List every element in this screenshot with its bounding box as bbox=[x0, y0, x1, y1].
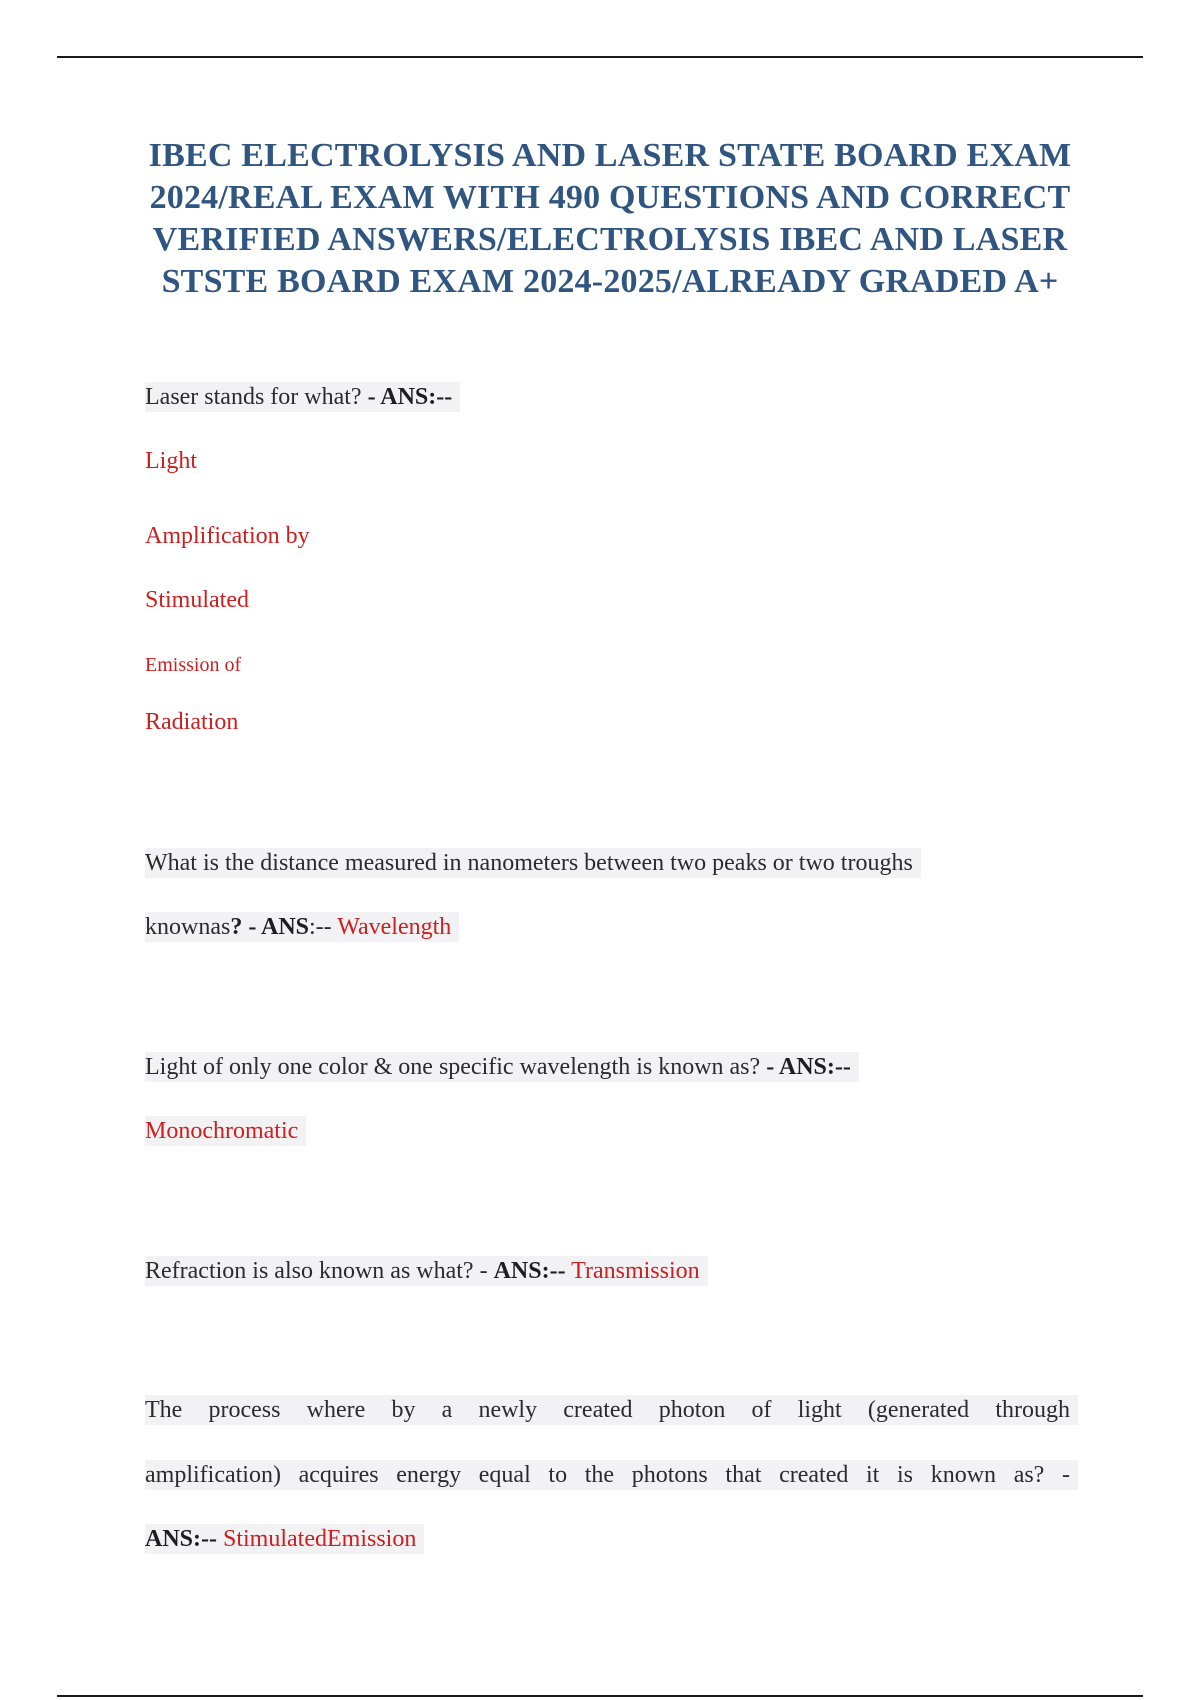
footer-rule bbox=[57, 1695, 1143, 1697]
answer-1-line-5: Radiation bbox=[145, 709, 239, 735]
question-5-line-2 bbox=[145, 1460, 1078, 1490]
question-2-text-2: knownas bbox=[145, 914, 231, 940]
question-5-line-3 bbox=[145, 1524, 424, 1554]
question-2-ans-suffix: :-- bbox=[309, 914, 338, 940]
answer-1-line-4: Emission of bbox=[145, 654, 242, 676]
answer-1-line-3: Stimulated bbox=[145, 587, 249, 613]
document-title: IBEC ELECTROLYSIS AND LASER STATE BOARD EXAM 2024/REAL EXAM WITH 490 QUESTIONS AND CORRECT VERIFIED ANSWERS/ELECTROLYSIS IBEC AND LASER STSTE BOARD EXAM 2024-2025/ALREADY GRADED A+ bbox=[148, 137, 1072, 300]
question-2-ans-marker: ? - ANS bbox=[230, 914, 310, 940]
question-4-text: Refraction is also known as what? - bbox=[145, 1258, 494, 1284]
answer-3 bbox=[145, 1116, 306, 1146]
answer-2: Wavelength bbox=[337, 914, 452, 940]
question-2-text-1: What is the distance measured in nanometers between two peaks or two troughs bbox=[145, 848, 921, 878]
answer-4: Transmission bbox=[571, 1258, 700, 1284]
question-1-text: Laser stands for what? bbox=[145, 384, 368, 410]
answer-5: StimulatedEmission bbox=[223, 1526, 417, 1552]
question-4 bbox=[145, 1256, 708, 1286]
question-4-ans-marker: ANS:-- bbox=[493, 1258, 566, 1284]
question-3-text: Light of only one color & one specific wavelength is known as? bbox=[145, 1054, 767, 1080]
question-1-ans-marker: - ANS:-- bbox=[367, 384, 453, 410]
question-5-text-1: The process where by a newly created photon of light (generated through bbox=[145, 1395, 1078, 1425]
question-5-text-2: amplification) acquires energy equal to the photons that created it is known as? - bbox=[145, 1460, 1078, 1490]
header-rule bbox=[57, 56, 1143, 58]
question-2-line-2 bbox=[145, 912, 459, 942]
answer-3-text: Monochromatic bbox=[145, 1116, 306, 1146]
question-5-line-1 bbox=[145, 1395, 1078, 1425]
question-5-ans-marker: ANS:-- bbox=[145, 1526, 217, 1552]
question-1 bbox=[145, 382, 460, 412]
question-3-ans-marker: - ANS:-- bbox=[766, 1054, 851, 1080]
answer-1-line-2: Amplification by bbox=[145, 523, 310, 549]
question-2-line-1 bbox=[145, 848, 921, 878]
question-3 bbox=[145, 1052, 859, 1082]
answer-1-line-1: Light bbox=[145, 448, 197, 474]
